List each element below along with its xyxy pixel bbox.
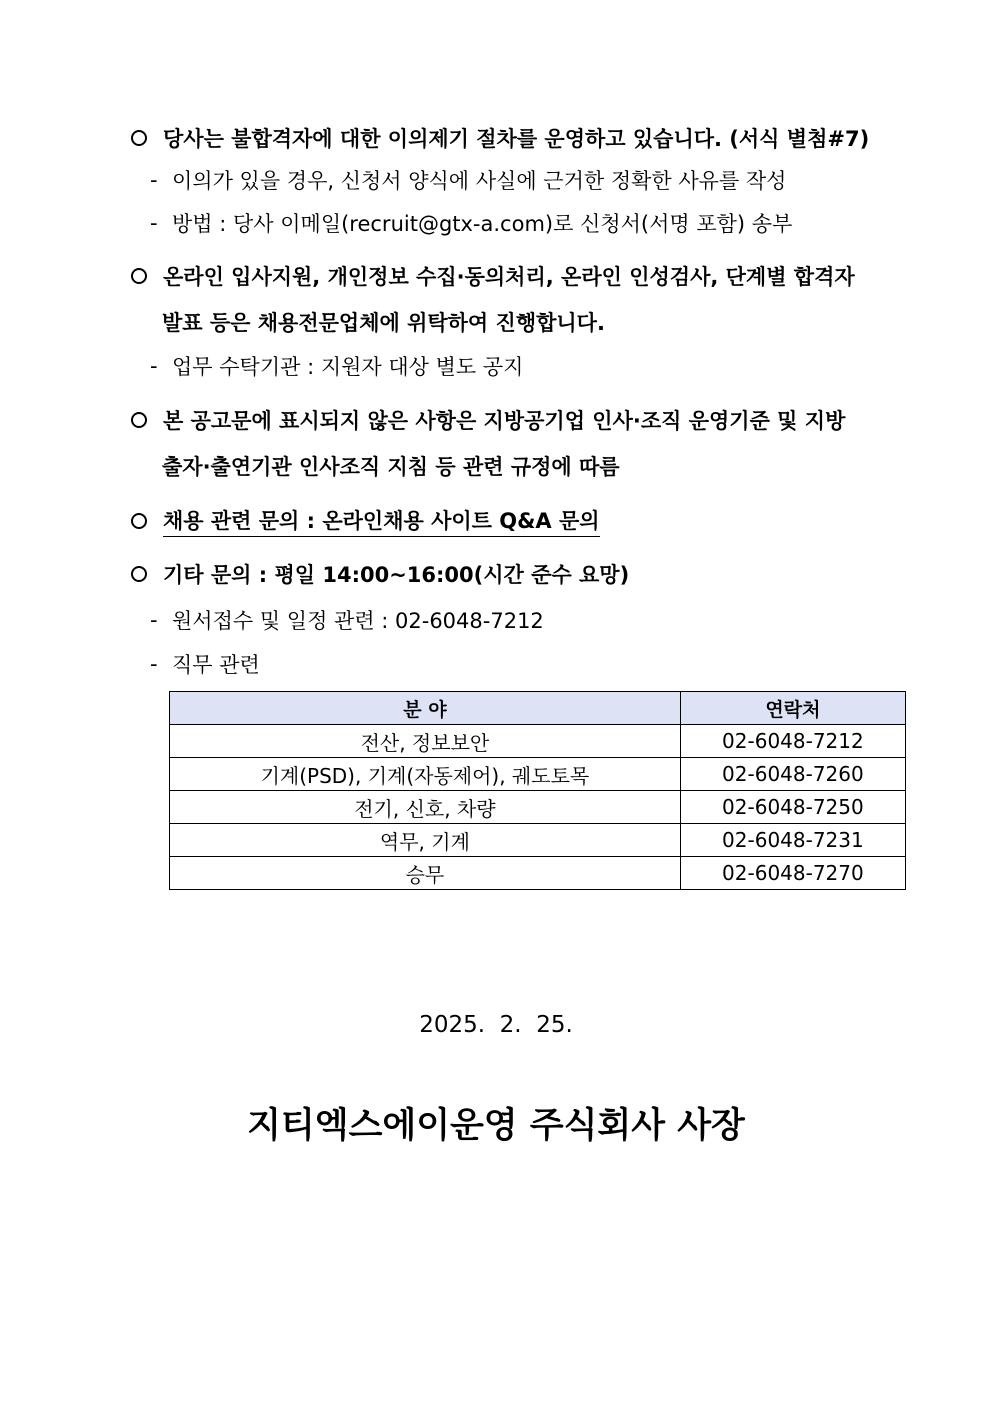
- dash-marker: -: [150, 608, 158, 632]
- notice-outsourcing-heading: 온라인 입사지원, 개인정보 수집·동의처리, 온라인 인성검사, 단계별 합격자: [131, 261, 855, 291]
- notice-recruit-inquiry: 채용 관련 문의 : 온라인채용 사이트 Q&A 문의: [131, 505, 600, 537]
- notice-other-inquiry-detail: - 직무 관련: [150, 652, 260, 677]
- circle-bullet-icon: [131, 268, 147, 284]
- circle-bullet-icon: [131, 513, 147, 529]
- field-cell: 승무: [170, 857, 681, 890]
- dash-marker: -: [150, 354, 158, 378]
- column-header-contact: 연락처: [680, 692, 905, 725]
- notice-other-inquiry-detail: - 원서접수 및 일정 관련 : 02-6048-7212: [150, 608, 544, 633]
- phone-cell: 02-6048-7250: [680, 791, 905, 824]
- table-row: [170, 725, 906, 758]
- notice-objection-detail: - 방법 : 당사 이메일(recruit@gtx-a.com)로 신청서(서명 포함) 송부: [150, 211, 793, 236]
- announcement-date: 2025. 2. 25.: [419, 1012, 573, 1038]
- field-cell: 기계(PSD), 기계(자동제어), 궤도토목: [170, 758, 681, 791]
- field-cell: 전산, 정보보안: [170, 725, 681, 758]
- notice-objection-detail: - 이의가 있을 경우, 신청서 양식에 사실에 근거한 정확한 사유를 작성: [150, 168, 787, 193]
- table-row: [170, 857, 906, 890]
- phone-cell: 02-6048-7270: [680, 857, 905, 890]
- phone-cell: 02-6048-7212: [680, 725, 905, 758]
- table-row: [170, 791, 906, 824]
- dash-marker: -: [150, 211, 158, 235]
- circle-bullet-icon: [131, 130, 147, 146]
- circle-bullet-icon: [131, 566, 147, 582]
- phone-cell: 02-6048-7260: [680, 758, 905, 791]
- notice-outsourcing-detail: - 업무 수탁기관 : 지원자 대상 별도 공지: [150, 354, 524, 379]
- table-header-row: [170, 692, 906, 725]
- column-header-field: 분 야: [170, 692, 681, 725]
- notice-regulations-heading-cont: 출자·출연기관 인사조직 지침 등 관련 규정에 따름: [162, 455, 620, 479]
- table-row: [170, 758, 906, 791]
- contact-table: [169, 691, 906, 890]
- circle-bullet-icon: [131, 412, 147, 428]
- field-cell: 역무, 기계: [170, 824, 681, 857]
- field-cell: 전기, 신호, 차량: [170, 791, 681, 824]
- dash-marker: -: [150, 652, 158, 676]
- notice-other-inquiry-heading: 기타 문의 : 평일 14:00~16:00(시간 준수 요망): [131, 559, 629, 589]
- table-row: [170, 824, 906, 857]
- notice-outsourcing-heading-cont: 발표 등은 채용전문업체에 위탁하여 진행합니다.: [162, 311, 605, 335]
- dash-marker: -: [150, 168, 158, 192]
- notice-objection-heading: 당사는 불합격자에 대한 이의제기 절차를 운영하고 있습니다. (서식 별첨#7): [131, 123, 869, 153]
- issuer-signature: 지티엑스에이운영 주식회사 사장: [247, 1106, 745, 1146]
- phone-cell: 02-6048-7231: [680, 824, 905, 857]
- notice-regulations-heading: 본 공고문에 표시되지 않은 사항은 지방공기업 인사·조직 운영기준 및 지방: [131, 405, 845, 435]
